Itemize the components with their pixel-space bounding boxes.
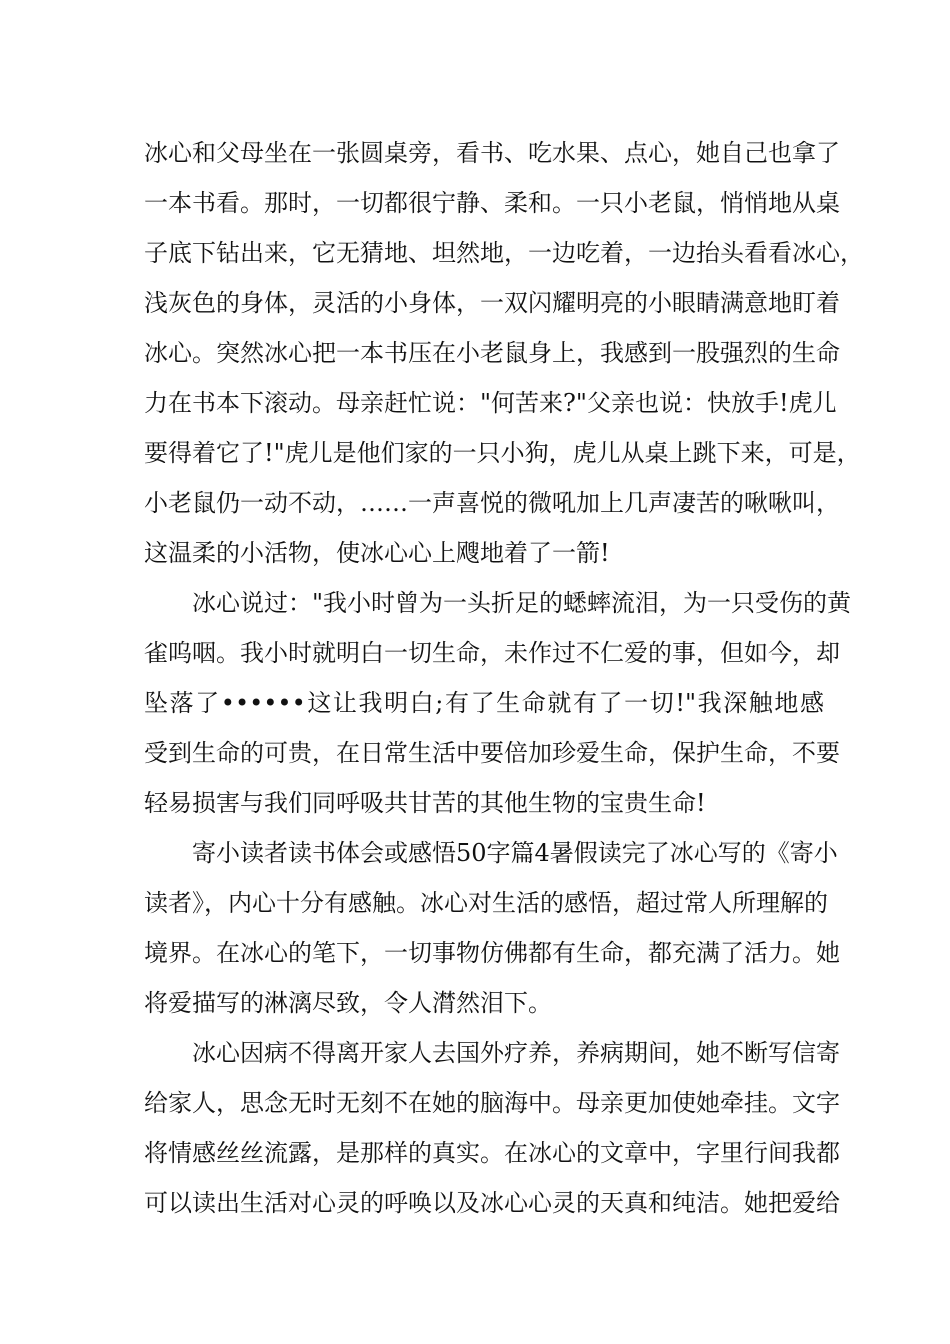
text-line: 力在书本下滚动。母亲赶忙说："何苦来?"父亲也说：快放手!虎儿 [144, 389, 837, 417]
text-line: 轻易损害与我们同呼吸共甘苦的其他生物的宝贵生命! [144, 789, 706, 817]
text-line: 坠落了••••••这让我明白;有了生命就有了一切!"我深触地感 [144, 689, 824, 717]
text-line: 一本书看。那时，一切都很宁静、柔和。一只小老鼠，悄悄地从桌 [144, 189, 840, 217]
text-line: 读者》，内心十分有感触。冰心对生活的感悟，超过常人所理解的 [144, 889, 828, 917]
text-line: 要得着它了!"虎儿是他们家的一只小狗，虎儿从桌上跳下来，可是， [144, 439, 861, 467]
text-line: 可以读出生活对心灵的呼唤以及冰心心灵的天真和纯洁。她把爱给 [144, 1189, 840, 1217]
text-line: 小老鼠仍一动不动，……一声喜悦的微吼加上几声凄苦的啾啾叫， [144, 489, 840, 517]
text-line: 冰心。突然冰心把一本书压在小老鼠身上，我感到一股强烈的生命 [144, 339, 840, 367]
text-line: 受到生命的可贵，在日常生活中要倍加珍爱生命，保护生命，不要 [144, 739, 840, 767]
text-line: 境界。在冰心的笔下，一切事物仿佛都有生命，都充满了活力。她 [144, 939, 840, 967]
text-line: 将爱描写的淋漓尽致，令人潸然泪下。 [144, 989, 552, 1017]
text-line: 这温柔的小活物，使冰心心上飕地着了一箭! [144, 539, 610, 567]
text-line: 寄小读者读书体会或感悟50字篇4暑假读完了冰心写的《寄小 [192, 839, 838, 867]
text-line: 子底下钻出来，它无猜地、坦然地，一边吃着，一边抬头看看冰心， [144, 239, 864, 267]
text-line: 浅灰色的身体，灵活的小身体，一双闪耀明亮的小眼睛满意地盯着 [144, 289, 840, 317]
text-line: 冰心和父母坐在一张圆桌旁，看书、吃水果、点心，她自己也拿了 [144, 139, 840, 167]
text-line: 给家人，思念无时无刻不在她的脑海中。母亲更加使她牵挂。文字 [144, 1089, 840, 1117]
text-line: 雀呜咽。我小时就明白一切生命，未作过不仁爱的事，但如今，却 [144, 639, 840, 667]
text-line: 冰心因病不得离开家人去国外疗养，养病期间，她不断写信寄 [192, 1039, 840, 1067]
text-line: 冰心说过："我小时曾为一头折足的蟋蟀流泪，为一只受伤的黄 [192, 589, 852, 617]
text-line: 将情感丝丝流露，是那样的真实。在冰心的文章中，字里行间我都 [144, 1139, 840, 1167]
